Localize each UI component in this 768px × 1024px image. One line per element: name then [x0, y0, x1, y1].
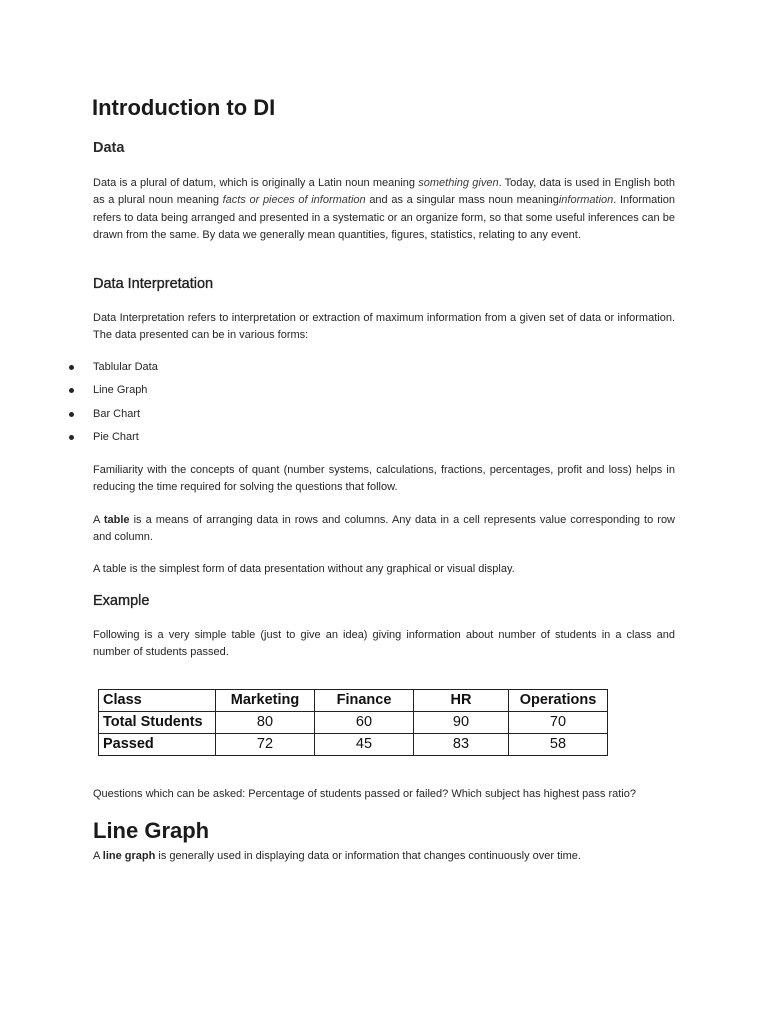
bullet-icon [69, 435, 74, 440]
line-graph-bold: line graph [102, 850, 156, 862]
table-cell: 72 [216, 734, 315, 756]
table-cell: Passed [99, 734, 216, 756]
table-header-cell: Finance [315, 690, 414, 712]
table-header-cell: Marketing [216, 690, 315, 712]
list-item-label: Line Graph [93, 384, 148, 397]
line-graph-heading: Line Graph [93, 818, 210, 843]
data-text-1: Data is a plural of datum, which is originally a Latin noun meaning [93, 177, 419, 189]
example-heading: Example [93, 593, 150, 609]
table-definition-paragraph [93, 512, 675, 547]
bullet-icon [69, 365, 74, 370]
simplest-form-paragraph: A table is the simplest form of data presentation without any graphical or visual display. [93, 563, 515, 575]
data-text-2: . Today, data is used in English both as a plural noun meaning [93, 177, 675, 207]
data-text-em-2: facts or pieces of information [222, 194, 366, 207]
page-title: Introduction to DI [92, 95, 276, 120]
table-header-row [99, 690, 608, 712]
table-cell: 60 [315, 712, 414, 734]
table-cell: 90 [414, 712, 509, 734]
bullet-icon [69, 388, 74, 393]
line-graph-text-1: A [93, 850, 103, 862]
list-item-label: Bar Chart [93, 407, 141, 420]
students-table [98, 689, 608, 756]
table-def-text-1: A [93, 514, 104, 526]
interpretation-heading: Data Interpretation [93, 276, 214, 292]
table-cell: 58 [509, 734, 608, 756]
table-cell: 45 [315, 734, 414, 756]
data-text-em-3: information [558, 194, 614, 207]
data-text-em-1: something given [418, 177, 499, 189]
table-cell: 70 [509, 712, 608, 734]
data-heading: Data [93, 140, 125, 156]
table-header-cell: Class [99, 690, 216, 712]
questions-paragraph: Questions which can be asked: Percentage of students passed or failed? Which subject has highest pass ratio? [93, 788, 636, 800]
quant-paragraph: Familiarity with the concepts of quant (number systems, calculations, fractions, percentages, profit and loss) helps in reducing the time required for solving the questions that follow. [93, 464, 675, 494]
table-def-bold: table [103, 514, 130, 526]
table-cell: 83 [414, 734, 509, 756]
table-row [99, 712, 608, 734]
table-header-cell: HR [414, 690, 509, 712]
list-item-label: Pie Chart [93, 430, 139, 443]
table-cell: 80 [216, 712, 315, 734]
table-row [99, 734, 608, 756]
interpretation-paragraph: Data Interpretation refers to interpretation or extraction of maximum information from a given set of data or information. The data presented can be in various forms: [93, 312, 675, 342]
example-paragraph: Following is a very simple table (just to give an idea) giving information about number of students in a class and number of students passed. [93, 629, 675, 659]
bullet-icon [69, 412, 74, 417]
table-cell: Total Students [99, 712, 216, 734]
data-text-3: and as a singular mass noun meaning [365, 194, 559, 207]
data-paragraph [93, 175, 675, 245]
list-item-label: Tablular Data [93, 361, 158, 373]
line-graph-text-2: is generally used in displaying data or information that changes continuously over time. [155, 850, 581, 862]
line-graph-paragraph [93, 848, 675, 865]
data-text-4: . Information refers to data being arranged and presented in a systematic or an organize form, so that some useful inferences can be drawn from the same. By data we generally mean quantities, figures, statistics, relating to any event. [93, 194, 676, 242]
table-def-text-2: is a means of arranging data in rows and columns. Any data in a cell represents value corresponding to row and column. [93, 514, 676, 544]
table-header-cell: Operations [509, 690, 608, 712]
